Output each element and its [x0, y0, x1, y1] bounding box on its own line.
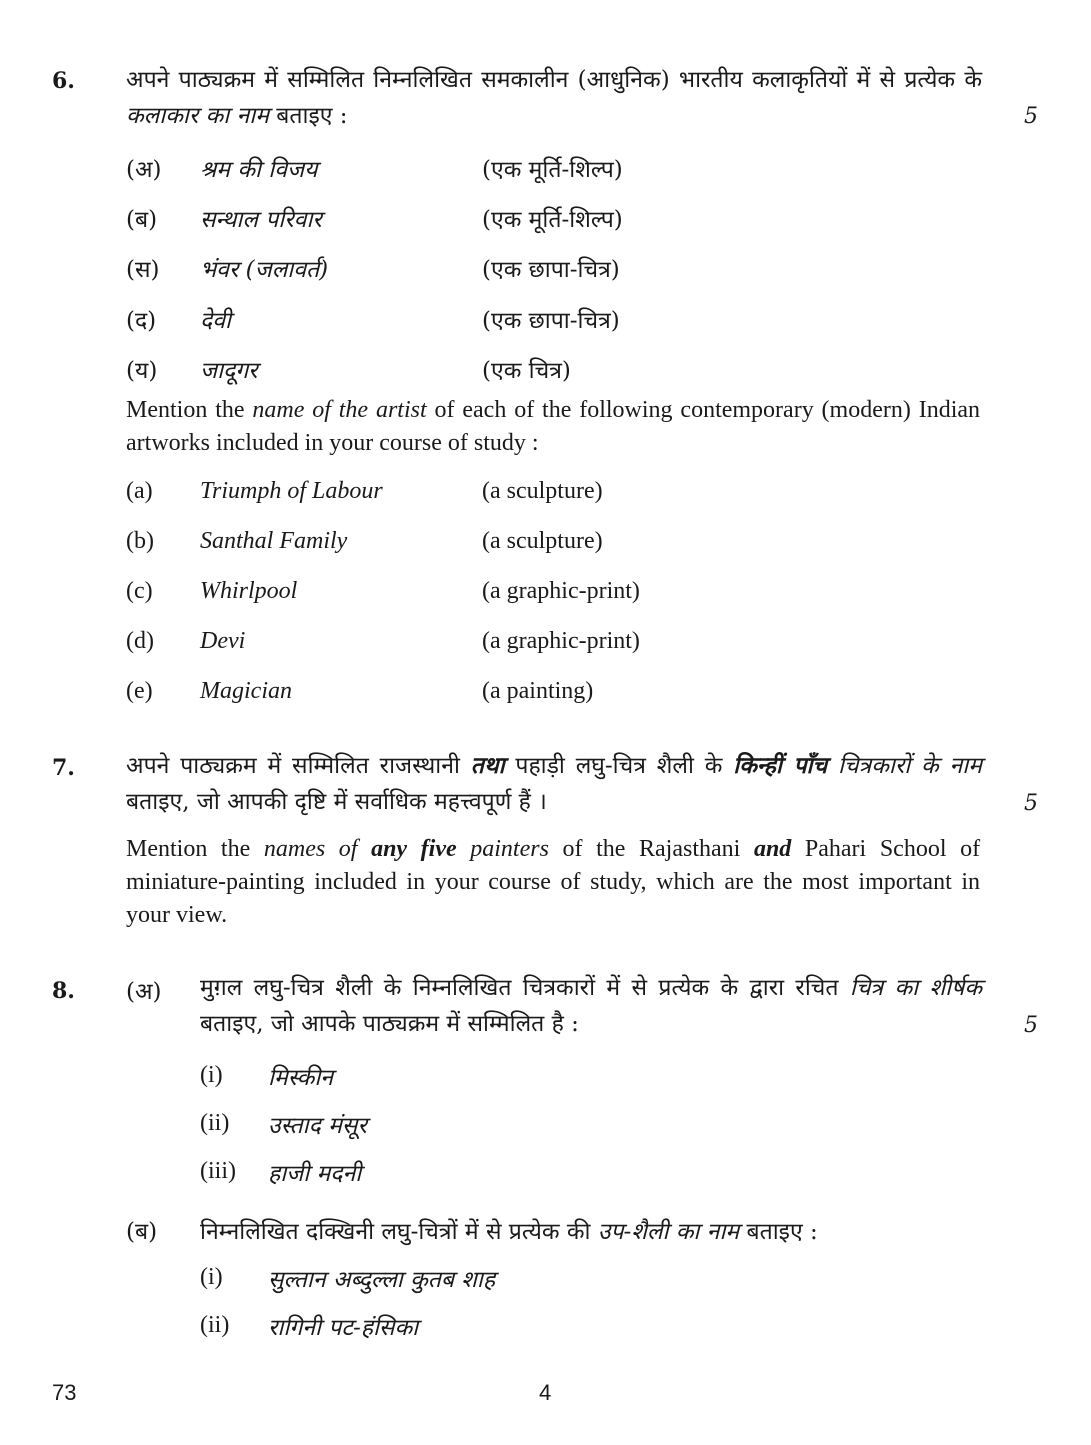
q6-hindi-item-medium: (एक छापा-चित्र) [482, 308, 620, 334]
q6-hindi-item-label: (स) [126, 257, 160, 283]
q7-hindi-part-b: पहाड़ी लघु-चित्र शैली के [515, 753, 723, 779]
q7-en-part-b: of the Rajasthani [562, 836, 741, 862]
q6-hindi-item-title: सन्थाल परिवार [200, 207, 322, 233]
q6-en-item-title: Triumph of Labour [200, 478, 383, 504]
q6-hindi-item-label: (अ) [126, 157, 162, 183]
q6-hindi-prompt-emphasis: कलाकार का नाम [126, 103, 269, 129]
q8-part-b-item-name: सुल्तान अब्दुल्ला कुतब शाह [268, 1267, 496, 1293]
question-7-marks: 5 [1024, 791, 1038, 816]
q8-part-a-item-name: मिस्कीन [268, 1065, 334, 1091]
question-6-english-prompt [126, 394, 980, 460]
q8-part-a-item-label: (i) [200, 1062, 223, 1088]
q8-part-b-item-label: (i) [200, 1264, 223, 1290]
q6-en-item-medium: (a graphic-print) [482, 628, 640, 654]
q6-hindi-prompt-part-a: अपने पाठ्यक्रम में सम्मिलित निम्नलिखित समकालीन (आधुनिक) भारतीय कलाकृतियों में से प्रत्येक के [126, 67, 982, 93]
q7-en-bold-and: and [753, 836, 792, 862]
q6-en-item-title: Magician [200, 678, 292, 704]
q8-part-b-label: (ब) [126, 1219, 158, 1245]
question-7-hindi-prompt [126, 748, 982, 820]
q7-en-part-a: Mention the [126, 836, 251, 862]
q6-en-item-medium: (a sculpture) [482, 528, 603, 554]
q6-hindi-item-label: (ब) [126, 207, 158, 233]
q7-en-bold-any-five: any five [371, 836, 457, 862]
q8-part-b-prompt [200, 1214, 818, 1246]
q6-hindi-item-label: (द) [126, 308, 157, 334]
q6-en-prompt-part-a: Mention the [126, 397, 245, 423]
q8-part-a-label: (अ) [126, 979, 162, 1005]
question-6-number: 6. [52, 68, 75, 94]
q6-en-item-label: (d) [126, 628, 154, 654]
q8-part-a-item-label: (iii) [200, 1158, 236, 1184]
q6-hindi-prompt-part-b: बताइए : [276, 103, 348, 129]
q6-hindi-item-title: श्रम की विजय [200, 157, 318, 183]
q8-part-b-text-a: निम्नलिखित दक्खिनी लघु-चित्रों में से प्रत्येक की [200, 1219, 591, 1245]
q8-part-b-item-label: (ii) [200, 1312, 230, 1338]
q6-en-item-title: Devi [200, 628, 246, 654]
q7-hindi-emphasis: चित्रकारों के नाम [837, 753, 982, 779]
q6-hindi-item-title: देवी [200, 308, 231, 334]
q6-en-item-title: Whirlpool [200, 578, 298, 604]
question-8-number: 8. [52, 978, 75, 1004]
q6-en-item-medium: (a graphic-print) [482, 578, 640, 604]
q7-hindi-bold-and: तथा [470, 752, 505, 779]
q6-hindi-item-medium: (एक मूर्ति-शिल्प) [482, 207, 623, 233]
q6-en-prompt-part-b: of each of the following contemporary (modern) Indian artworks included in your course of study : [126, 397, 981, 456]
question-6-marks: 5 [1024, 104, 1038, 129]
question-7-number: 7. [52, 755, 75, 781]
q6-en-item-medium: (a sculpture) [482, 478, 603, 504]
q8-part-a-item-name: हाजी मदनी [268, 1161, 362, 1187]
q8-part-a-prompt [200, 970, 982, 1042]
q6-en-item-title: Santhal Family [200, 528, 348, 554]
q8-part-a-emphasis: चित्र का शीर्षक [849, 975, 982, 1001]
q8-part-b-text-b: बताइए : [746, 1219, 818, 1245]
q6-en-item-label: (c) [126, 578, 153, 604]
q6-en-item-label: (e) [126, 678, 153, 704]
q6-hindi-item-label: (य) [126, 358, 158, 384]
question-8-marks: 5 [1024, 1013, 1038, 1038]
q6-hindi-item-medium: (एक छापा-चित्र) [482, 257, 620, 283]
q8-part-a-item-name: उस्ताद मंसूर [268, 1113, 367, 1139]
q6-en-item-label: (b) [126, 528, 154, 554]
q7-hindi-part-a: अपने पाठ्यक्रम में सम्मिलित राजस्थानी [126, 753, 460, 779]
question-6-hindi-prompt [126, 62, 982, 134]
q8-part-b-emphasis: उप-शैली का नाम [597, 1219, 740, 1245]
q6-hindi-item-title: जादूगर [200, 358, 258, 384]
q8-part-a-text-a: मुग़ल लघु-चित्र शैली के निम्नलिखित चित्रकारों में से प्रत्येक के द्वारा रचित [200, 975, 839, 1001]
q6-en-item-label: (a) [126, 478, 153, 504]
q6-hindi-item-medium: (एक चित्र) [482, 358, 571, 384]
q8-part-a-text-b: बताइए, जो आपके पाठ्यक्रम में सम्मिलित है : [200, 1011, 579, 1037]
question-7-english-prompt [126, 833, 980, 932]
q6-en-prompt-emphasis: name of the artist [252, 397, 427, 423]
q7-en-part-c: Pahari School of miniature-painting included in your course of study, which are the most important in your view. [126, 836, 981, 928]
q7-en-emphasis-2: painters [470, 836, 549, 862]
q8-part-a-item-label: (ii) [200, 1110, 230, 1136]
q8-part-b-item-name: रागिनी पट-हंसिका [268, 1315, 419, 1341]
q6-en-item-medium: (a painting) [482, 678, 594, 704]
page-number: 4 [539, 1380, 552, 1405]
q7-hindi-part-c: बताइए, जो आपकी दृष्टि में सर्वाधिक महत्त्वपूर्ण हैं । [126, 789, 547, 815]
q6-hindi-item-medium: (एक मूर्ति-शिल्प) [482, 157, 623, 183]
q6-hindi-item-title: भंवर (जलावर्त) [200, 257, 329, 283]
paper-code: 73 [52, 1380, 77, 1405]
q7-en-emphasis-1: names of [263, 836, 358, 862]
q7-hindi-bold-any-five: किन्हीं पाँच [733, 752, 828, 779]
